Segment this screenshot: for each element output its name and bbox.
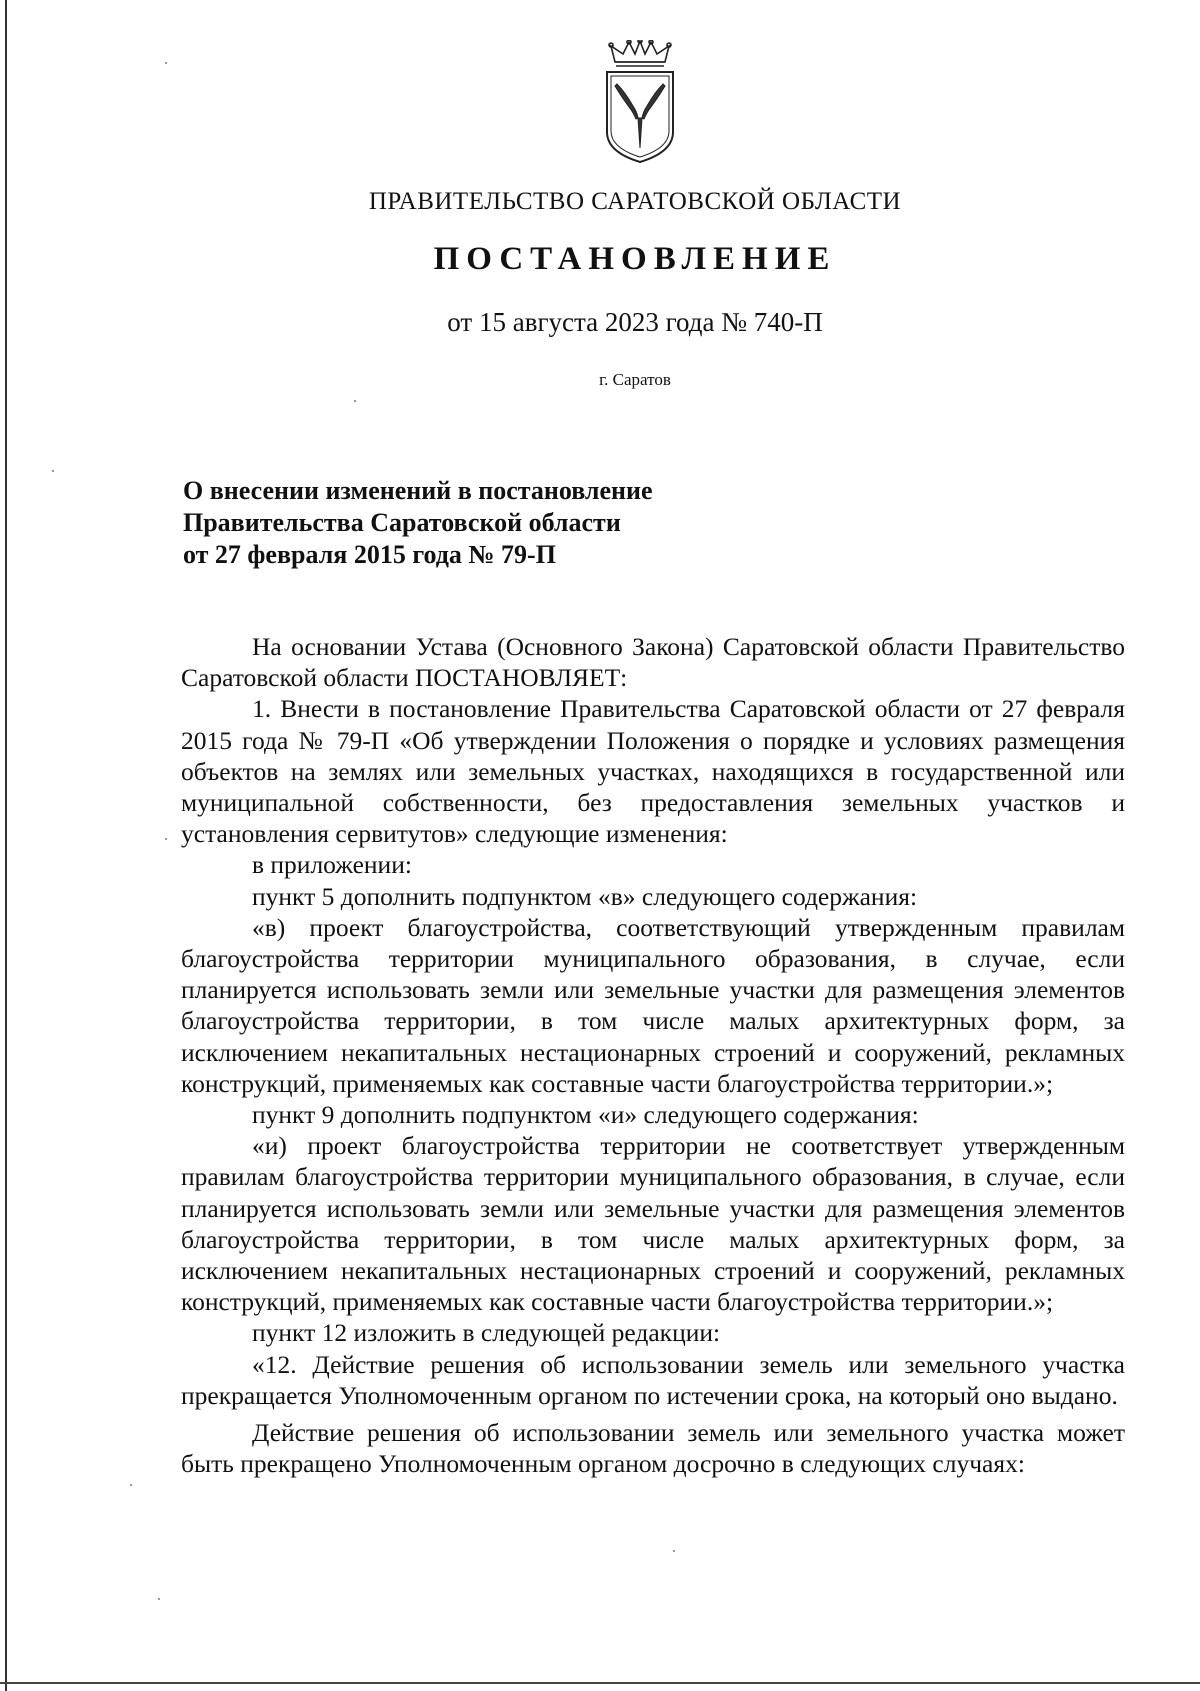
scan-speck [165,838,167,840]
body-paragraph: Действие решения об использовании земель или земельного участка может быть прекращено Уполномоченным органом досрочно в следующих случаях: [181,1418,1125,1479]
body-paragraph: в приложении: [252,850,412,880]
subject-line: от 27 февраля 2015 года № 79-П [183,540,556,569]
subject-line: О внесении изменений в постановление [183,476,653,505]
page-edge-bottom [0,1682,1200,1684]
document-body [181,631,1125,1479]
scan-speck [52,470,54,472]
body-paragraph: «в) проект благоустройства, соответствующий утвержденным правилам благоустройства территории муниципального образования, в случае, если планируется использовать земли или земельные участки для размещения элементов благоустройства территории, в том числе малых архитектурных форм, за исключением некапитальных нестационарных строений и сооружений, рекламных конструкций, применяемых как составные части благоустройства территории.»; [181,912,1125,1098]
body-paragraph: 1. Внести в постановление Правительства Саратовской области от 27 февраля 2015 года № 79-П «Об утверждении Положения о порядке и условиях размещения объектов на землях или земельных участках, находящихся в государственной или муниципальной собственности, без предоставления земельных участков и установления сервитутов» следующие изменения: [181,694,1125,849]
body-paragraph: пункт 9 дополнить подпунктом «и» следующего содержания: [252,1100,919,1130]
document-date-number: от 15 августа 2023 года № 740-П [447,307,823,337]
scan-speck [165,62,167,64]
scan-speck [158,1598,160,1600]
scan-speck [354,400,356,402]
scan-speck [673,1550,675,1552]
document-subject [183,475,983,571]
document-city: г. Саратов [599,370,671,389]
government-name: ПРАВИТЕЛЬСТВО САРАТОВСКОЙ ОБЛАСТИ [368,188,902,215]
body-paragraph: «12. Действие решения об использовании земель или земельного участка прекращается Уполномоченным органом по истечении срока, на который оно выдано. [181,1349,1125,1410]
saratov-coat-of-arms-icon [601,40,679,166]
body-paragraph: На основании Устава (Основного Закона) Саратовской области Правительство Саратовской области ПОСТАНОВЛЯЕТ: [181,632,1125,693]
document-type-title: ПОСТАНОВЛЕНИЕ [433,241,837,277]
body-paragraph: пункт 5 дополнить подпунктом «в» следующего содержания: [252,881,918,911]
subject-line: Правительства Саратовской области [183,508,621,537]
body-paragraph: «и) проект благоустройства территории не соответствует утвержденным правилам благоустройства территории муниципального образования, в случае, если планируется использовать земли или земельные участки для размещения элементов благоустройства территории, в том числе малых архитектурных форм, за исключением некапитальных нестационарных строений и сооружений, рекламных конструкций, применяемых как составные части благоустройства территории.»; [181,1131,1125,1317]
body-paragraph: пункт 12 изложить в следующей редакции: [252,1318,721,1348]
scan-speck [130,1484,132,1486]
